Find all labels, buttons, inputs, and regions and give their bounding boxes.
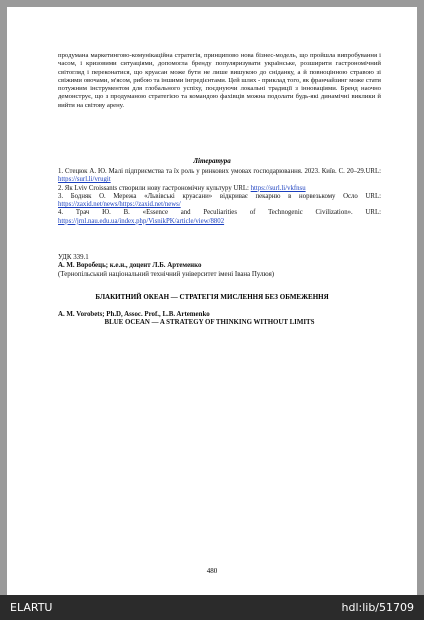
reference-item: 1. Стецюк А. Ю. Малі підприємства та їх роль у ринкових умовах господарювання. 2023. Київ. С. 20–29.URL: https://surl.li/vrugit bbox=[58, 168, 381, 184]
viewer-footer-bar bbox=[0, 595, 424, 620]
reference-item: 2. Як Lviv Croissants створили нову гастрономічну культуру URL: https://surl.li/vkfnsu bbox=[58, 184, 306, 192]
authors-ua: А. М. Воробець; к.е.н., доцент Л.Б. Артеменко bbox=[58, 262, 202, 270]
reference-item: 4. Трач Ю. В. «Essence and Peculiarities of Technogenic Civilization». URL: https://jrnl.nau.edu.ua/index.php/VisnikPK/article/view/8802 bbox=[58, 209, 381, 225]
literature-heading: Література bbox=[193, 157, 231, 165]
repository-name: ELARTU bbox=[10, 601, 53, 614]
page-number: 480 bbox=[206, 567, 218, 575]
article-title-en: BLUE OCEAN — A STRATEGY OF THINKING WITHOUT LIMITS bbox=[104, 319, 315, 327]
reference-list bbox=[58, 168, 381, 226]
reference-link[interactable]: https://surl.li/vkfnsu bbox=[250, 184, 306, 192]
article-header bbox=[58, 254, 381, 279]
reference-item: 3. Бодняк О. Мережа «Львівські круасани» відкриває пекарню в норвезькому Осло URL: https://zaxid.net/news/https://zaxid.net/news/ bbox=[58, 192, 381, 209]
body-paragraph: продумана маркетингово-комунікаційна стратегія, принципово нова бізнес-модель, що пройшла випробування і часом, і кризовими ситуаціями, допомогла бренду популяризувати українське, розширити гастрономічний світогляд і переконатися, що круасан може бути не лише вишукою до сніданку, а й повноцінною стравою зі свіжими овочами, м'ясом, рибою та іншими інгредієнтами. Цей шлях - приклад того, як франчайзинг може стати потужним інструментом для глобального успіху, поєднуючи локальні традиції з інноваціями. Бренд наочно демонструє, що з продуманою стратегією та командою фахівців можна подолати будь-які динамічні виклики й вийти на світову арену. bbox=[58, 52, 381, 109]
affiliation: (Тернопільський національний технічний університет імені Івана Пулюя) bbox=[58, 270, 275, 278]
reference-link[interactable]: https://surl.li/vrugit bbox=[58, 176, 111, 184]
reference-link[interactable]: https://zaxid.net/news/https://zaxid.net/news/ bbox=[58, 201, 181, 209]
article-header-en bbox=[58, 311, 381, 328]
handle-id: hdl:lib/51709 bbox=[341, 601, 414, 614]
document-page bbox=[7, 7, 417, 595]
reference-link[interactable]: https://jrnl.nau.edu.ua/index.php/VisnikPK/article/view/8802 bbox=[58, 217, 225, 225]
article-title-ua: БЛАКИТНИЙ ОКЕАН — СТРАТЕГІЯ МИСЛЕННЯ БЕЗ ОБМЕЖЕННЯ bbox=[95, 293, 329, 301]
udk-code: УДК 339.1 bbox=[58, 254, 89, 261]
authors-en: A. M. Vorobets; Ph.D, Assoc. Prof., L.B. Artemenko bbox=[58, 311, 210, 318]
